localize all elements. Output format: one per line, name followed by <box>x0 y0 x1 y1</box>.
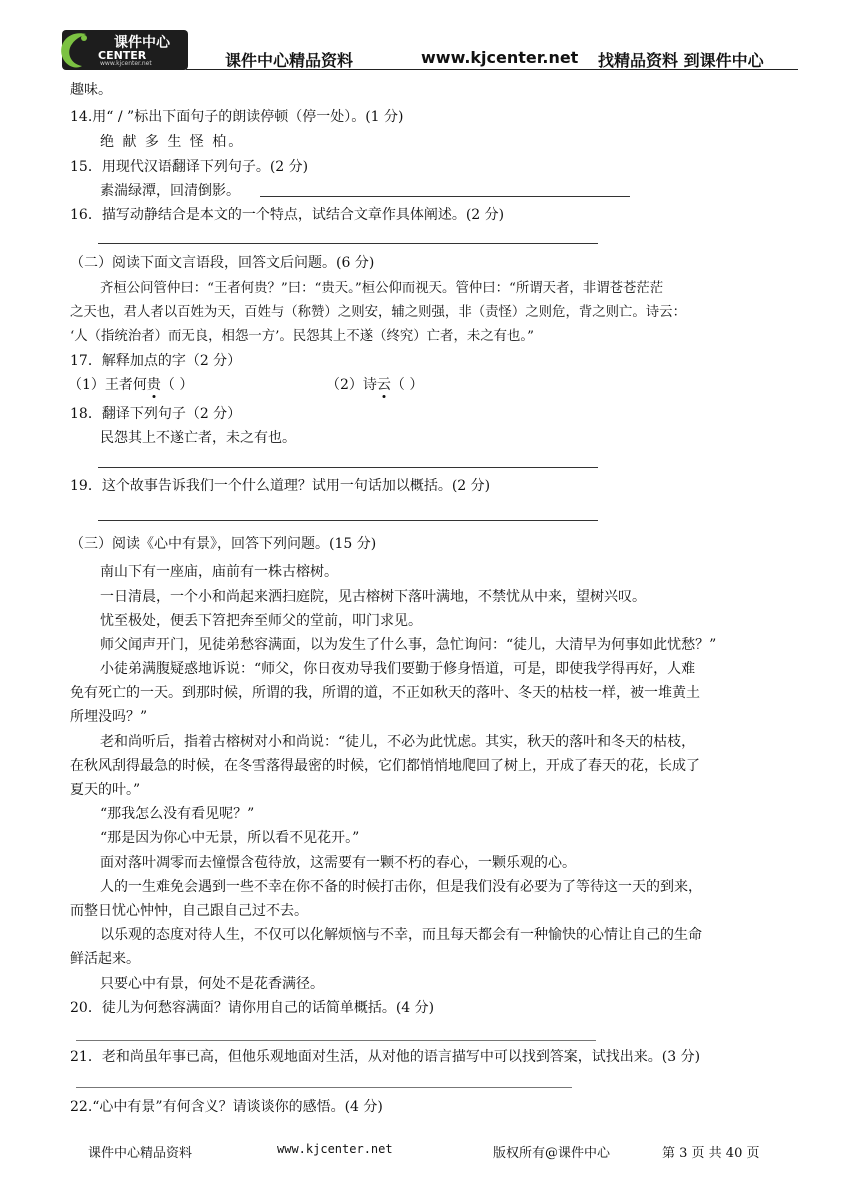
section-title: （二）阅读下面文言语段，回答文后问题。(6 分) <box>70 255 375 271</box>
logo-text: 课件中心 <box>114 35 170 51</box>
passage-line: 一日清晨，一个小和尚起来洒扫庭院，见古榕树下落叶满地，不禁忧从中来，望树兴叹。 <box>100 589 646 605</box>
passage-line: “那我怎么没有看见呢？” <box>100 806 255 822</box>
text-line: 趣味。 <box>70 82 112 98</box>
answer-line[interactable] <box>98 467 598 468</box>
question-16: 16．描写动静结合是本文的一个特点，试结合文章作具体阐述。(2 分) <box>70 207 505 223</box>
logo-swirl-icon <box>56 28 96 72</box>
logo-url: www.kjcenter.net <box>100 60 152 67</box>
passage-line: 老和尚听后，指着古榕树对小和尚说：“徒儿，不必为此忧虑。其实，秋天的落叶和冬天的枯枝， <box>100 734 696 750</box>
header-divider <box>186 69 798 70</box>
passage-line: 所埋没吗？” <box>70 709 148 725</box>
question-19: 19．这个故事告诉我们一个什么道理？试用一句话加以概括。(2 分) <box>70 478 491 494</box>
question-17: 17．解释加点的字（2 分） <box>70 353 242 369</box>
passage-line: 在秋风刮得最急的时候，在冬雪落得最密的时候，它们都悄悄地爬回了树上，开成了春天的花，长成了 <box>70 758 700 774</box>
question-20: 20．徒儿为何愁容满面？请你用自己的话简单概括。(4 分) <box>70 1000 435 1016</box>
passage-line: 免有死亡的一天。到那时候，所谓的我，所谓的道，不正如秋天的落叶、冬天的枯枝一样，被一堆黄土 <box>70 685 700 701</box>
passage-line: 夏天的叶。” <box>70 782 141 798</box>
question-18: 18．翻译下列句子（2 分） <box>70 406 242 422</box>
text-line: ‘人（指统治者）而无良，相怨一方’。民怨其上不遂（终究）亡者，未之有也。” <box>70 329 534 344</box>
question-21: 21．老和尚虽年事已高，但他乐观地面对生活，从对他的语言描写中可以找到答案，试找出来。(3 分) <box>70 1049 701 1065</box>
dotted-char: 贵 <box>146 377 161 393</box>
footer-left-text: 课件中心精品资料 <box>88 1146 193 1161</box>
passage-line: 南山下有一座庙，庙前有一株古榕树。 <box>100 564 338 580</box>
page-number: 第 3 页 共 40 页 <box>662 1146 760 1161</box>
answer-line[interactable] <box>98 520 598 521</box>
header-left-text: 课件中心精品资料 <box>225 51 354 70</box>
answer-line[interactable] <box>98 243 598 244</box>
passage-line: 师父闻声开门，见徒弟愁容满面，以为发生了什么事，急忙询问：“徒儿，大清早为何事如此忧愁？” <box>100 637 717 653</box>
question-17-2 <box>326 375 423 395</box>
passage-line: “那是因为你心中无景，所以看不见花开。” <box>100 830 360 846</box>
dotted-char: 云 <box>376 377 391 393</box>
text-segment: （ ） <box>390 377 424 393</box>
answer-line[interactable] <box>76 1040 596 1041</box>
text-line: 民怨其上不遂亡者，未之有也。 <box>100 430 296 446</box>
passage-line: 鲜活起来。 <box>70 951 140 967</box>
answer-line[interactable] <box>76 1087 572 1088</box>
answer-line[interactable] <box>260 196 630 197</box>
footer-copyright: 版权所有@课件中心 <box>493 1146 611 1161</box>
text-segment: （1）王者何 <box>68 377 147 393</box>
passage-line: 小徒弟满腹疑惑地诉说：“师父，你日夜劝导我们要勤于修身悟道，可是，即使我学得再好，人难 <box>100 661 696 677</box>
logo-sub: CENTER <box>98 49 147 62</box>
site-logo[interactable] <box>62 30 188 70</box>
passage-line: 忧至极处，便丢下笤把奔至师父的堂前，叩门求见。 <box>100 613 422 629</box>
footer-site[interactable]: www.kjcenter.net <box>277 1142 393 1156</box>
passage-line: 以乐观的态度对待人生，不仅可以化解烦恼与不幸，而且每天都会有一种愉快的心情让自己的生命 <box>100 927 702 943</box>
text-line: 之天也，君人者以百姓为天，百姓与（称赞）之则安，辅之则强，非（责怪）之则危，背之则亡。诗云： <box>70 305 686 320</box>
section-title: （三）阅读《心中有景》，回答下列问题。(15 分) <box>70 536 377 552</box>
text-line: 素湍绿潭，回清倒影。 <box>100 183 240 199</box>
text-line: 绝 献 多 生 怪 柏。 <box>100 134 245 150</box>
passage-line: 人的一生难免会遇到一些不幸在你不备的时候打击你，但是我们没有必要为了等待这一天的到来， <box>100 879 702 895</box>
question-22: 22.“心中有景”有何含义？请谈谈你的感悟。(4 分) <box>70 1099 383 1115</box>
question-17-1 <box>68 375 193 395</box>
passage-line: 面对落叶凋零而去憧憬含苞待放，这需要有一颗不朽的春心，一颗乐观的心。 <box>100 855 576 871</box>
text-segment: （ ） <box>160 377 194 393</box>
text-line: 齐桓公问管仲曰：“王者何贵？”曰：“贵天。”桓公仰而视天。管仲曰：“所谓天者，非谓苍苍茫茫 <box>100 281 664 296</box>
passage-line: 只要心中有景，何处不是花香满径。 <box>100 976 324 992</box>
text-segment: （2）诗 <box>326 377 377 393</box>
header-right-text: 找精品资料 到课件中心 <box>598 51 764 70</box>
passage-line: 而整日忧心忡忡，自己跟自己过不去。 <box>70 903 308 919</box>
header-site[interactable]: www.kjcenter.net <box>421 48 579 67</box>
question-14: 14.用“ / ”标出下面句子的朗读停顿（停一处）。(1 分) <box>70 109 404 125</box>
question-15: 15．用现代汉语翻译下列句子。(2 分) <box>70 159 309 175</box>
